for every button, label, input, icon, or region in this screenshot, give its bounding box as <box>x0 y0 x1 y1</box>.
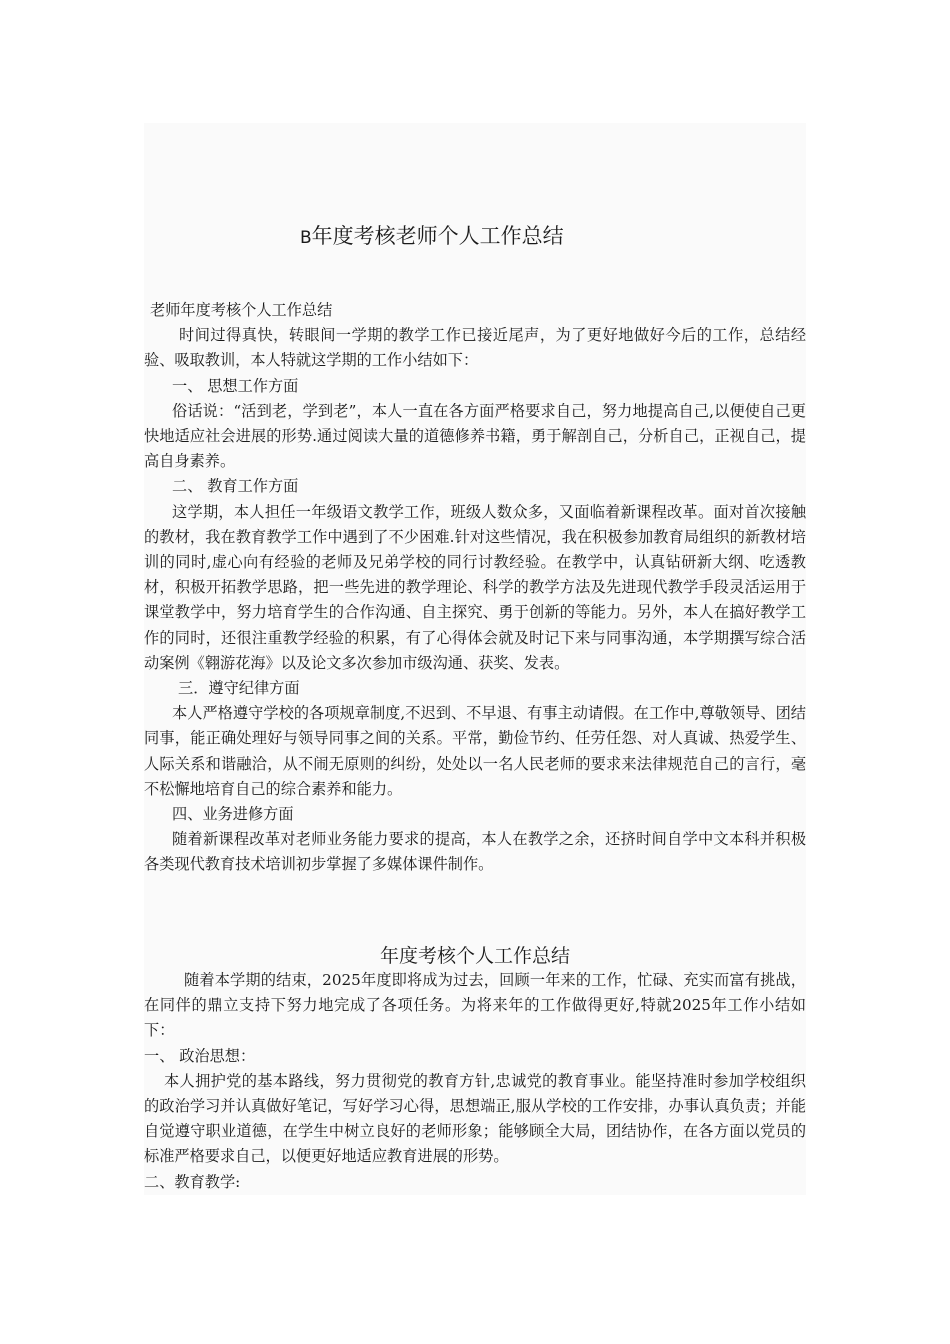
second-heading-politics: 一、 政治思想： <box>144 1046 256 1065</box>
paragraph-study: 随着新课程改革对老师业务能力要求的提高，本人在教学之余，还挤时间自学中文本科并积极各类现代教育技术培训初步掌握了多媒体课件制作。 <box>144 830 806 874</box>
second-paragraph-politics: 本人拥护党的基本路线，努力贯彻党的教育方针,忠诚党的教育事业。能坚持准时参加学校组织的政治学习并认真做好笔记，写好学习心得，思想端正,服从学校的工作安排，办事认真负责；并能自觉遵守职业道德，在学生中树立良好的老师形象；能够顾全大局，团结协作，在各方面以党员的标准严格要求自己，以便更好地适应教育进展的形势。 <box>144 1071 806 1166</box>
section-heading-discipline: 三．遵守纪律方面 <box>178 679 300 698</box>
title-prefix: B <box>300 228 312 248</box>
second-heading-teaching: 二、教育教学: <box>144 1172 241 1191</box>
document-title <box>300 222 564 252</box>
paragraph-thought: 俗话说：“活到老，学到老”，本人一直在各方面严格要求自己，努力地提高自己,以便使自己更快地适应社会进展的形势.通过阅读大量的道德修养书籍，勇于解剖自己，分析自己，正视自己，提高自身素养。 <box>144 401 806 471</box>
paragraph-education: 这学期，本人担任一年级语文教学工作，班级人数众多，又面临着新课程改革。面对首次接触的教材，我在教育教学工作中遇到了不少困难.针对这些情况，我在积极参加教育局组织的新教材培训的同时,虚心向有经验的老师及兄弟学校的同行讨教经验。在教学中，认真钻研新大纲、吃透教材，积极开拓教学思路，把一些先进的教学理论、科学的教学方法及先进现代教学手段灵活运用于课堂教学中，努力培育学生的合作沟通、自主探究、勇于创新的等能力。另外，本人在搞好教学工作的同时，还很注重教学经验的积累，有了心得体会就及时记下来与同事沟通，本学期撰写综合活动案例《翱游花海》以及论文多次参加市级沟通、获奖、发表。 <box>144 502 806 672</box>
paragraph-discipline: 本人严格遵守学校的各项规章制度,不迟到、不早退、有事主动请假。在工作中,尊敬领导、团结同事，能正确处理好与领导同事之间的关系。平常，勤俭节约、任劳任怨、对人真诚、热爱学生、人际关系和谐融洽，从不闹无原则的纠纷，处处以一名人民老师的要求来法律规范自己的言行，毫不松懈地培育自己的综合素养和能力。 <box>144 704 806 798</box>
first-summary <box>144 298 806 878</box>
title-text: 年度考核老师个人工作总结 <box>311 224 564 248</box>
second-summary <box>144 968 806 1195</box>
second-title: 年度考核个人工作总结 <box>379 945 570 967</box>
second-intro-paragraph: 随着本学期的结束，2025年度即将成为过去，回顾一年来的工作，忙碌、充实而富有挑战，在同伴的鼎立支持下努力地完成了各项任务。为将来年的工作做得更好,特就2025年工作小结如下： <box>144 971 806 1040</box>
section-heading-thought: 一、 思想工作方面 <box>172 376 299 395</box>
section-heading-education: 二、 教育工作方面 <box>172 477 299 496</box>
intro-paragraph: 时间过得真快，转眼间一学期的教学工作已接近尾声，为了更好地做好今后的工作，总结经验、吸取教训，本人特就这学期的工作小结如下： <box>144 326 806 370</box>
section-heading-study: 四、业务进修方面 <box>172 805 294 824</box>
document-subtitle: 老师年度考核个人工作总结 <box>150 301 333 319</box>
